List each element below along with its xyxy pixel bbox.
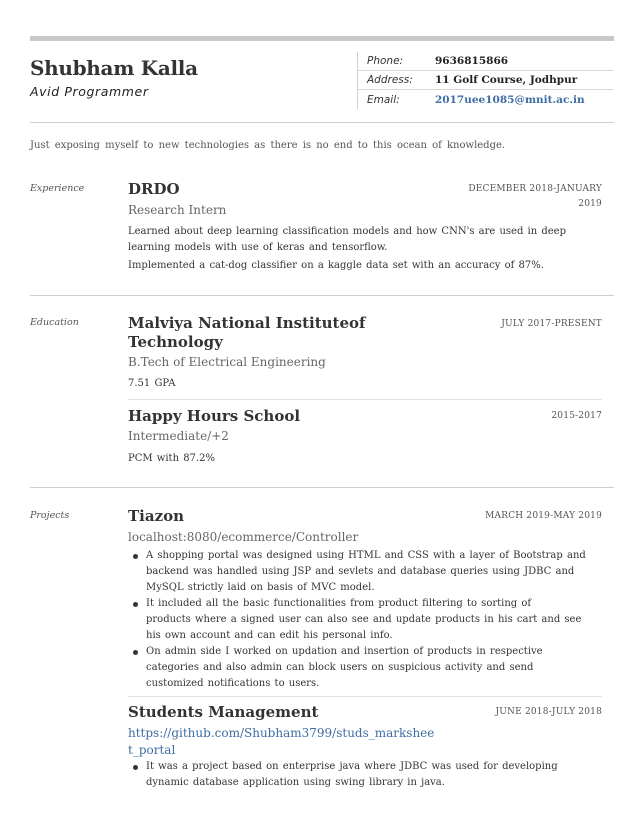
address-label: Address: xyxy=(367,74,413,86)
experience-subtitle: Research Intern xyxy=(128,203,227,217)
experience-line: Learned about deep learning classification models and how CNN's are used in deep xyxy=(128,226,566,237)
divider xyxy=(30,122,614,123)
list-item xyxy=(130,644,590,692)
divider xyxy=(128,399,602,400)
education-school-score: PCM with 87.2% xyxy=(128,453,215,464)
project-date-tiazon: MARCH 2019-MAY 2019 xyxy=(485,511,602,521)
education-school-level: Intermediate/+2 xyxy=(128,429,229,443)
candidate-name: Shubham Kalla xyxy=(30,56,198,80)
address-value: 11 Golf Course, Jodhpur xyxy=(435,74,578,86)
contact-row-email xyxy=(358,90,613,109)
bullet-line: his own account and can edit his personal info. xyxy=(146,630,393,641)
project-date-students-management: JUNE 2018-JULY 2018 xyxy=(495,707,602,717)
header-top-bar xyxy=(30,36,614,41)
project-bullets-students-management xyxy=(130,759,590,791)
bullet-line: It was a project based on enterprise java where JDBC was used for developing xyxy=(146,761,558,772)
email-link[interactable]: 2017uee1085@mnit.ac.in xyxy=(435,93,585,106)
list-item xyxy=(130,759,590,791)
education-title-line: Technology xyxy=(128,333,223,351)
experience-line: Implemented a cat-dog classifier on a kaggle data set with an accuracy of 87%. xyxy=(128,260,544,271)
divider xyxy=(128,696,602,697)
experience-description xyxy=(128,224,566,274)
list-item xyxy=(130,548,590,596)
experience-date-line2: 2019 xyxy=(578,199,602,209)
bullet-line: On admin side I worked on updation and insertion of products in respective xyxy=(146,646,543,657)
experience-date xyxy=(468,182,602,212)
phone-label: Phone: xyxy=(367,55,404,67)
project-title-students-management: Students Management xyxy=(128,703,319,721)
bullet-line: categories and also admin can block users on suspicious activity and send xyxy=(146,662,534,673)
summary-text: Just exposing myself to new technologies as there is no end to this ocean of knowledge. xyxy=(30,140,506,151)
section-label-education: Education xyxy=(30,317,79,328)
candidate-role: Avid Programmer xyxy=(30,84,149,99)
list-item xyxy=(130,596,590,644)
experience-date-line1: DECEMBER 2018-JANUARY xyxy=(468,184,602,194)
section-label-experience: Experience xyxy=(30,183,85,194)
bullet-line: dynamic database application using swing library in java. xyxy=(146,777,445,788)
bullet-line: It included all the basic functionalities from product filtering to sorting of xyxy=(146,598,532,609)
contact-row-address xyxy=(358,71,613,90)
education-date-mnit: JULY 2017-PRESENT xyxy=(501,319,602,329)
project-title-tiazon: Tiazon xyxy=(128,507,185,525)
divider xyxy=(30,295,614,296)
link-line[interactable]: https://github.com/Shubham3799/studs_markshee xyxy=(128,726,435,740)
bullet-line: customized notifications to users. xyxy=(146,678,320,689)
email-label: Email: xyxy=(367,93,400,106)
experience-line: learning models with use of keras and tensorflow. xyxy=(128,242,388,253)
contact-table xyxy=(357,52,613,109)
project-subtitle-tiazon: localhost:8080/ecommerce/Controller xyxy=(128,530,359,544)
experience-title: DRDO xyxy=(128,180,180,198)
contact-row-phone xyxy=(358,52,613,71)
bullet-line: backend was handled using JSP and sevlets and database queries using JDBC and xyxy=(146,566,575,577)
bullet-line: A shopping portal was designed using HTML and CSS with a layer of Bootstrap and xyxy=(146,550,586,561)
bullet-line: MySQL strictly laid on basis of MVC model. xyxy=(146,582,375,593)
section-label-projects: Projects xyxy=(30,510,70,521)
phone-value: 9636815866 xyxy=(435,55,509,67)
link-line[interactable]: t_portal xyxy=(128,743,176,757)
bullet-line: products where a signed user can also see and update products in his cart and see xyxy=(146,614,582,625)
project-bullets-tiazon xyxy=(130,548,590,692)
education-title-school: Happy Hours School xyxy=(128,407,301,425)
education-date-school: 2015-2017 xyxy=(551,411,602,421)
education-degree: B.Tech of Electrical Engineering xyxy=(128,355,326,369)
education-title-line: Malviya National Instituteof xyxy=(128,314,366,332)
education-title-mnit xyxy=(128,314,365,352)
divider xyxy=(30,487,614,488)
education-gpa: 7.51 GPA xyxy=(128,378,176,389)
project-github-link[interactable] xyxy=(128,725,434,759)
